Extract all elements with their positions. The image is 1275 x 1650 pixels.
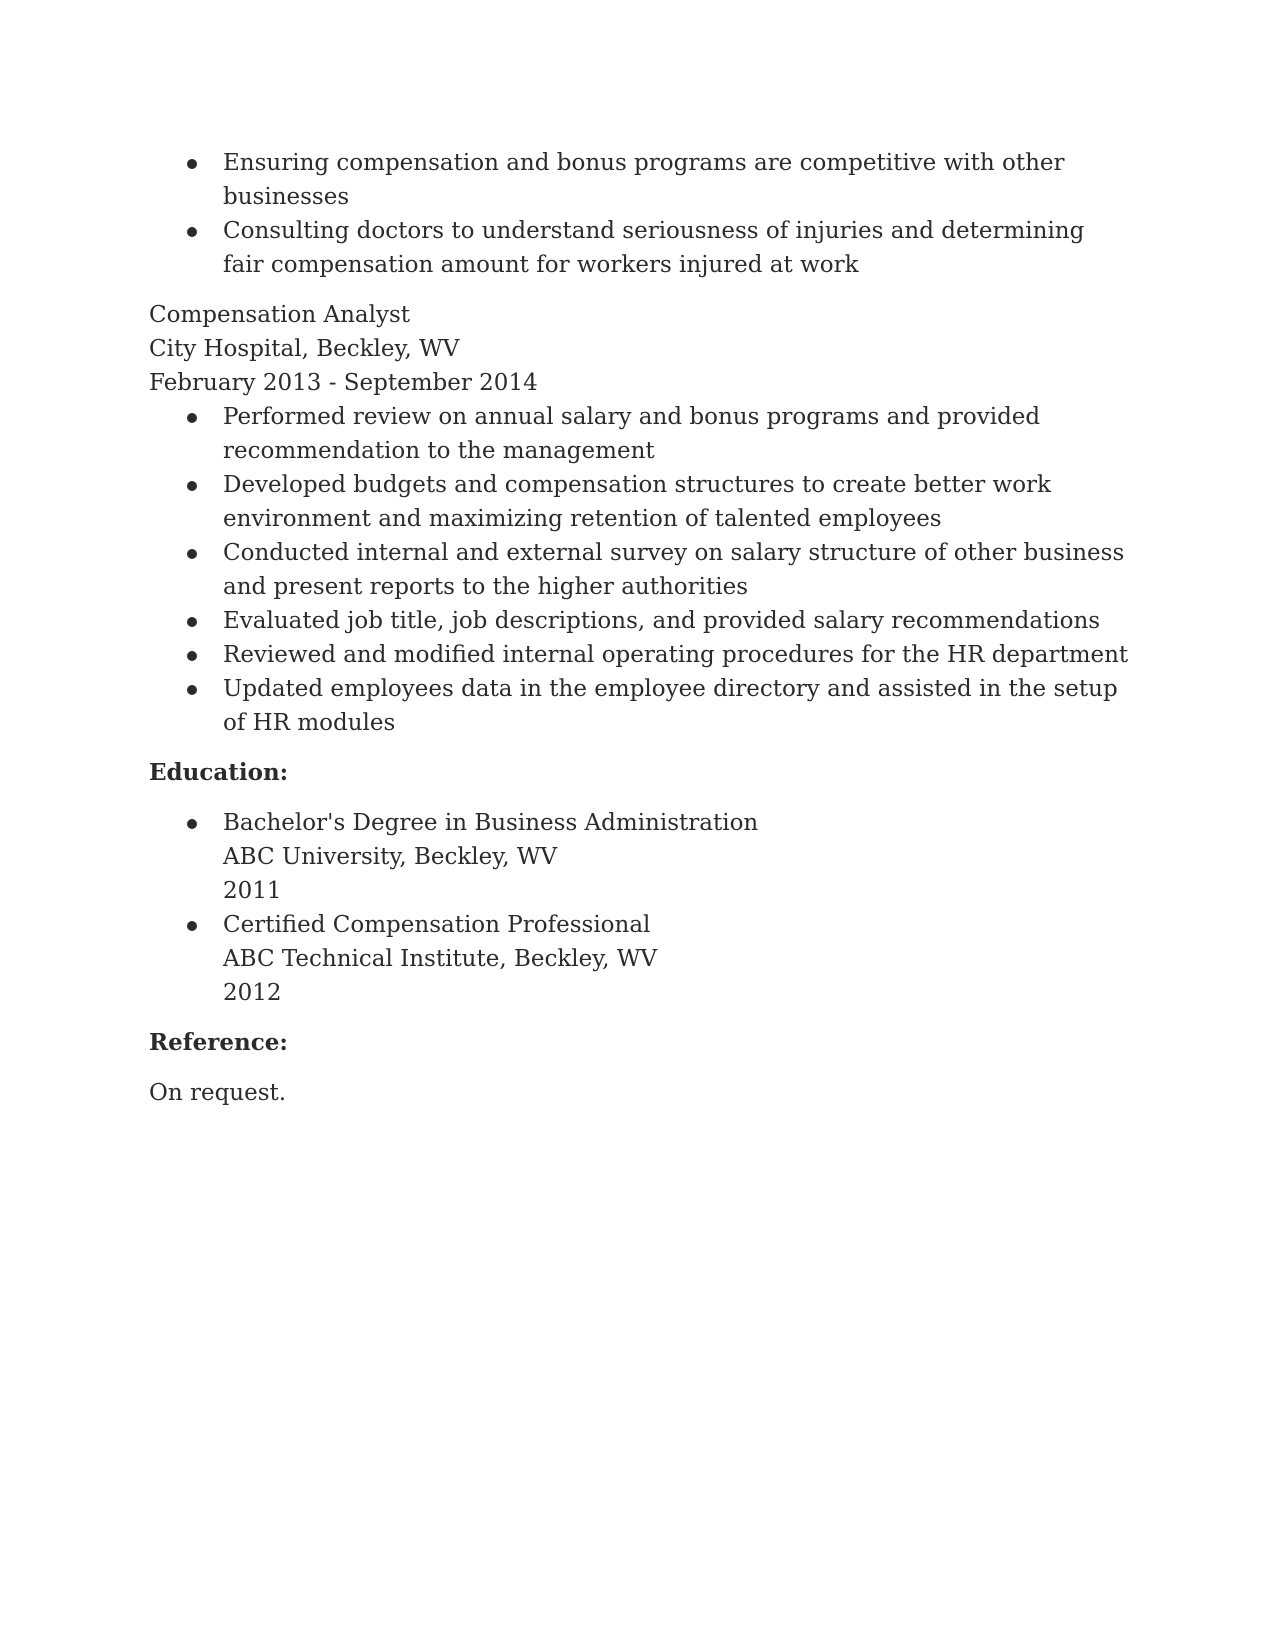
education-degree: Bachelor's Degree in Business Administration bbox=[223, 810, 759, 836]
bullet-icon bbox=[187, 481, 197, 491]
bullet-icon bbox=[187, 921, 197, 931]
list-item bbox=[223, 214, 1129, 282]
education-school: ABC Technical Institute, Beckley, WV bbox=[223, 946, 658, 972]
education-degree: Certified Compensation Professional bbox=[223, 912, 651, 938]
list-item bbox=[223, 806, 1129, 908]
bullet-icon bbox=[187, 549, 197, 559]
list-item bbox=[223, 908, 1129, 1010]
job-entry bbox=[149, 298, 1129, 740]
job-dates: February 2013 - September 2014 bbox=[149, 370, 538, 396]
job-bullet-list bbox=[149, 400, 1129, 740]
reference-heading: Reference: bbox=[149, 1029, 288, 1056]
list-item bbox=[223, 604, 1129, 638]
bullet-icon bbox=[187, 159, 197, 169]
education-year: 2011 bbox=[223, 878, 282, 904]
job-employer: City Hospital, Beckley, WV bbox=[149, 336, 460, 362]
bullet-icon bbox=[187, 413, 197, 423]
bullet-text: Evaluated job title, job descriptions, and provided salary recommendations bbox=[223, 608, 1101, 634]
education-list bbox=[149, 806, 1129, 1010]
education-year: 2012 bbox=[223, 980, 282, 1006]
page-content bbox=[149, 146, 1129, 1110]
bullet-text: Ensuring compensation and bonus programs are competitive with other businesses bbox=[223, 150, 1065, 210]
list-item bbox=[223, 146, 1129, 214]
bullet-icon bbox=[187, 819, 197, 829]
bullet-icon bbox=[187, 227, 197, 237]
bullet-text: Developed budgets and compensation structures to create better work environment and maximizing retention of talented employees bbox=[223, 472, 1051, 532]
list-item bbox=[223, 638, 1129, 672]
bullet-text: Performed review on annual salary and bonus programs and provided recommendation to the management bbox=[223, 404, 1041, 464]
education-school: ABC University, Beckley, WV bbox=[223, 844, 558, 870]
reference-text: On request. bbox=[149, 1080, 287, 1106]
previous-job-bullet-list bbox=[149, 146, 1129, 282]
bullet-icon bbox=[187, 685, 197, 695]
bullet-icon bbox=[187, 651, 197, 661]
list-item bbox=[223, 400, 1129, 468]
job-title: Compensation Analyst bbox=[149, 302, 411, 328]
bullet-icon bbox=[187, 617, 197, 627]
bullet-text: Consulting doctors to understand seriousness of injuries and determining fair compensation amount for workers injured at work bbox=[223, 218, 1085, 278]
list-item bbox=[223, 672, 1129, 740]
list-item bbox=[223, 468, 1129, 536]
bullet-text: Reviewed and modified internal operating procedures for the HR department bbox=[223, 642, 1129, 668]
bullet-text: Conducted internal and external survey on salary structure of other business and present reports to the higher authorities bbox=[223, 540, 1125, 600]
bullet-text: Updated employees data in the employee directory and assisted in the setup of HR modules bbox=[223, 676, 1118, 736]
list-item bbox=[223, 536, 1129, 604]
education-heading: Education: bbox=[149, 759, 289, 786]
